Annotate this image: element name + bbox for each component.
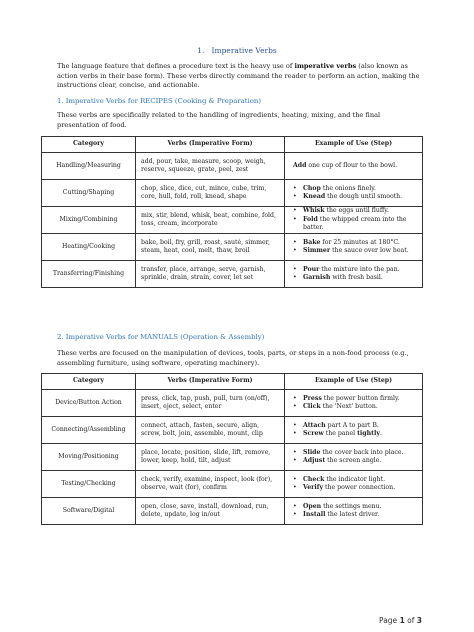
example-text: the cover back into place.: [320, 448, 404, 456]
example-text: the dough until smooth.: [325, 193, 403, 200]
table-header-row: [42, 374, 423, 390]
recipes-verb-table: [41, 136, 423, 288]
example-text: the sauce over low heat.: [330, 247, 409, 254]
example-list: [290, 503, 417, 520]
verbs-cell: open, close, save, install, download, run, delete, update, log in/out: [136, 498, 285, 525]
example-verb: Fold: [303, 215, 318, 223]
table-row: [42, 498, 423, 525]
example-cell: [285, 234, 423, 261]
example-verb: Press: [303, 394, 322, 402]
category-cell: Handling/Measuring: [42, 153, 136, 180]
header-verbs: Verbs (Imperative Form): [136, 137, 285, 153]
example-text: the indicator light.: [324, 475, 386, 483]
example-item: [303, 430, 417, 438]
manuals-table-body: [42, 390, 423, 525]
verbs-cell: chop, slice, dice, cut, mince, cube, trim, core, hull, fold, roll, knead, shape: [136, 180, 285, 207]
example-verb: Slide: [303, 448, 321, 456]
example-text: the latest driver.: [325, 511, 380, 518]
example-text: the mixture into the pan.: [319, 265, 400, 273]
recipes-table-body: [42, 153, 423, 288]
table-row: [42, 207, 423, 234]
example-cell: [285, 390, 423, 417]
example-verb: Whisk: [303, 207, 325, 215]
example-verb: Screw: [303, 430, 324, 437]
example-text: the panel: [323, 430, 358, 437]
example-item: [303, 403, 417, 411]
example-list: [290, 185, 417, 202]
example-verb: Add: [293, 161, 307, 169]
intro-bold-term: imperative verbs: [294, 62, 357, 70]
example-verb: Adjust: [303, 457, 326, 464]
intro-paragraph: [57, 62, 421, 91]
section2-description: These verbs are focused on the manipulation of devices, tools, parts, or steps in a non-food process (e.g., assembling furniture, using software, operating machinery).: [57, 349, 409, 367]
example-list: [290, 449, 417, 466]
example-item: [303, 395, 417, 403]
page-label: Page: [379, 616, 400, 625]
page-number: [379, 616, 422, 625]
example-verb: Check: [303, 475, 325, 483]
table-row: [42, 234, 423, 261]
example-verb: Garnish: [303, 274, 331, 281]
example-text: the screen angle.: [325, 457, 382, 464]
example-item: [303, 422, 417, 430]
category-cell: Mixing/Combining: [42, 207, 136, 234]
example-item: [303, 503, 417, 511]
example-text: the settings menu.: [321, 502, 382, 510]
example-text: with fresh basil.: [330, 274, 383, 281]
verbs-cell: check, verify, examine, inspect, look (for), observe, wait (for), confirm: [136, 471, 285, 498]
example-item: [303, 247, 417, 255]
example-verb: Open: [303, 502, 322, 510]
example-item: [303, 216, 417, 233]
table-header-row: [42, 137, 423, 153]
example-verb: Knead: [303, 193, 326, 200]
verbs-cell: connect, attach, fasten, secure, align, screw, bolt, join, assemble, mount, clip: [136, 417, 285, 444]
example-text: the power connection.: [323, 484, 396, 491]
example-item: [303, 274, 417, 282]
example-item: [303, 193, 417, 201]
example-cell: [285, 261, 423, 288]
example-cell: [285, 180, 423, 207]
example-text: the 'Next' button.: [320, 403, 378, 410]
total-pages: 3: [416, 616, 422, 625]
example-list: [290, 422, 417, 439]
category-cell: Device/Button Action: [42, 390, 136, 417]
verbs-cell: place, locate, position, slide, lift, remove, lower, keep, hold, tilt, adjust: [136, 444, 285, 471]
example-item: [303, 185, 417, 193]
example-text: the power button firmly.: [321, 394, 400, 402]
header-category: Category: [42, 137, 136, 153]
example-verb: Click: [303, 403, 321, 410]
verbs-cell: mix, stir, blend, whisk, beat, combine, fold, toss, cream, incorporate: [136, 207, 285, 234]
manuals-verb-table: [41, 373, 423, 525]
table-row: [42, 261, 423, 288]
example-verb: Verify: [303, 484, 324, 491]
example-text: the eggs until fluffy.: [324, 207, 389, 215]
table-row: [42, 390, 423, 417]
example-text-end: .: [379, 430, 382, 437]
example-list: [290, 266, 417, 283]
example-list: [290, 476, 417, 493]
table-row: [42, 180, 423, 207]
header-category: Category: [42, 374, 136, 390]
current-page: 1: [399, 616, 405, 625]
example-item: [303, 449, 417, 457]
example-verb: Bake: [303, 238, 321, 246]
example-cell: [285, 207, 423, 234]
example-item: [303, 457, 417, 465]
category-cell: Transferring/Finishing: [42, 261, 136, 288]
verbs-cell: bake, boil, fry, grill, roast, sauté, simmer, steam, heat, cool, melt, thaw, broil: [136, 234, 285, 261]
document-title: 1. Imperative Verbs: [197, 46, 277, 55]
example-item: [303, 511, 417, 519]
verbs-cell: add, pour, take, measure, scoop, weigh, reserve, squeeze, grate, peel, zest: [136, 153, 285, 180]
table-row: [42, 417, 423, 444]
example-verb: Pour: [303, 265, 320, 273]
example-cell: [285, 498, 423, 525]
header-example: Example of Use (Step): [285, 374, 423, 390]
section2-heading: 2. Imperative Verbs for MANUALS (Operation & Assembly): [57, 333, 265, 341]
table-row: [42, 444, 423, 471]
category-cell: Software/Digital: [42, 498, 136, 525]
page-of-label: of: [404, 616, 417, 625]
example-item: [303, 239, 417, 247]
example-text: the whipped cream into the batter.: [303, 215, 407, 232]
example-text: part A to part B.: [325, 421, 379, 429]
example-cell: [285, 153, 423, 180]
example-verb: Install: [303, 511, 326, 518]
example-item: [303, 484, 417, 492]
example-cell: [285, 417, 423, 444]
category-cell: Cutting/Shaping: [42, 180, 136, 207]
example-cell: [285, 444, 423, 471]
intro-text: The language feature that defines a procedure text is the heavy use of: [57, 62, 295, 70]
example-text: the onions finely.: [320, 184, 376, 192]
table-row: [42, 153, 423, 180]
category-cell: Testing/Checking: [42, 471, 136, 498]
example-text: for 25 minutes at 180°C.: [320, 238, 400, 246]
table-row: [42, 471, 423, 498]
header-verbs: Verbs (Imperative Form): [136, 374, 285, 390]
verbs-cell: transfer, place, arrange, serve, garnish, sprinkle, drain, strain, cover, let set: [136, 261, 285, 288]
example-list: [290, 395, 417, 412]
example-list: [290, 239, 417, 256]
example-line: [290, 162, 417, 170]
example-item: [303, 207, 417, 215]
section1-description: These verbs are specifically related to the handling of ingredients, heating, mixing, and the final presentation of food.: [57, 111, 381, 129]
intro-text-rest: (also known as action verbs in their base form). These verbs directly command the reader to perform an action, making the instructions clear, concise, and actionable.: [57, 62, 420, 90]
section1-heading: 1. Imperative Verbs for RECIPES (Cooking & Preparation): [57, 97, 262, 105]
example-verb: Chop: [303, 184, 321, 192]
example-list: [290, 207, 417, 232]
example-emphasis: tightly: [357, 430, 380, 437]
example-cell: [285, 471, 423, 498]
example-text: one cup of flour to the bowl.: [306, 161, 398, 169]
category-cell: Heating/Cooking: [42, 234, 136, 261]
example-item: [303, 266, 417, 274]
category-cell: Connecting/Assembling: [42, 417, 136, 444]
example-verb: Simmer: [303, 247, 331, 254]
example-item: [303, 476, 417, 484]
verbs-cell: press, click, tap, push, pull, turn (on/off), insert, eject, select, enter: [136, 390, 285, 417]
category-cell: Moving/Positioning: [42, 444, 136, 471]
example-verb: Attach: [303, 421, 326, 429]
header-example: Example of Use (Step): [285, 137, 423, 153]
